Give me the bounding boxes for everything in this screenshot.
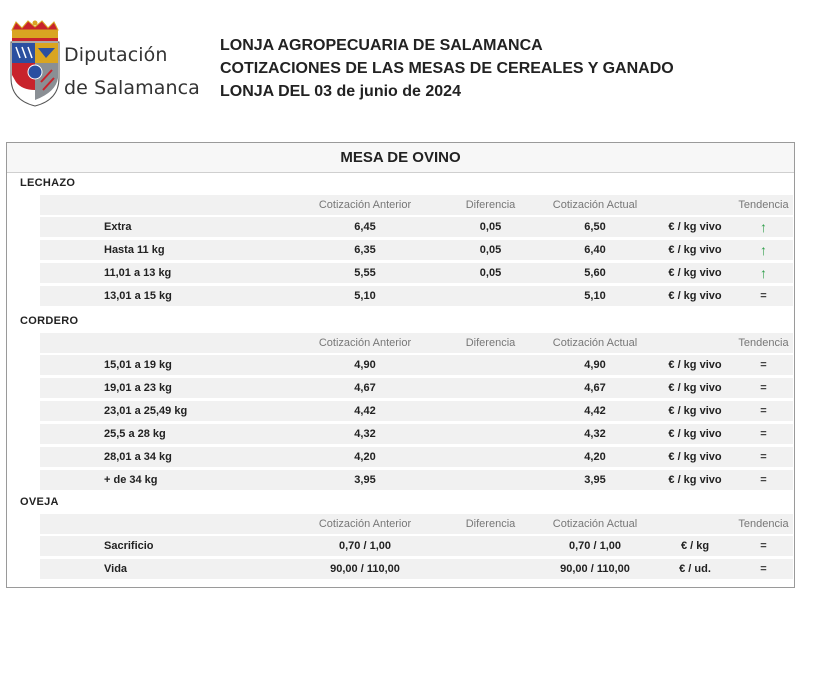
row-label: 23,01 a 25,49 kg [104, 405, 188, 417]
cotizacion-actual: 4,32 [584, 428, 606, 440]
table-row [40, 378, 793, 398]
unidad: € / kg vivo [668, 382, 722, 394]
row-label: 19,01 a 23 kg [104, 382, 172, 394]
col-header-anterior: Cotización Anterior [318, 337, 412, 349]
trend-equal-icon: = [760, 290, 767, 302]
unidad: € / kg vivo [668, 474, 722, 486]
col-header-actual: Cotización Actual [552, 199, 638, 211]
col-header-actual: Cotización Actual [552, 518, 638, 530]
trend-equal-icon: = [760, 540, 767, 552]
cotizacion-actual: 4,67 [584, 382, 606, 394]
trend-equal-icon: = [760, 405, 767, 417]
cotizacion-anterior: 6,35 [354, 244, 376, 256]
row-label: + de 34 kg [104, 474, 158, 486]
unidad: € / kg vivo [668, 405, 722, 417]
column-header-row [40, 195, 793, 215]
unidad: € / kg vivo [668, 451, 722, 463]
col-header-diferencia: Diferencia [465, 337, 516, 349]
section-label-lechazo: LECHAZO [20, 177, 76, 189]
cotizacion-actual: 5,10 [584, 290, 606, 302]
column-header-row [40, 333, 793, 353]
cotizacion-actual: 5,60 [584, 267, 606, 279]
col-header-diferencia: Diferencia [465, 518, 516, 530]
table-row [40, 447, 793, 467]
header-line2: COTIZACIONES DE LAS MESAS DE CEREALES Y GANADO [220, 60, 674, 77]
col-header-tendencia: Tendencia [738, 199, 789, 211]
cotizacion-anterior: 0,70 / 1,00 [339, 540, 391, 552]
logo-text-line2: de Salamanca [64, 77, 200, 99]
col-header-tendencia: Tendencia [738, 518, 789, 530]
cotizacion-actual: 4,42 [584, 405, 606, 417]
row-label: 15,01 a 19 kg [104, 359, 172, 371]
col-header-anterior: Cotización Anterior [318, 518, 412, 530]
unidad: € / kg vivo [668, 221, 722, 233]
table-row [40, 286, 793, 306]
cotizacion-actual: 6,50 [584, 221, 606, 233]
row-label: 28,01 a 34 kg [104, 451, 172, 463]
cotizacion-anterior: 4,90 [354, 359, 376, 371]
diputacion-logo [8, 20, 200, 112]
cotizacion-anterior: 6,45 [354, 221, 376, 233]
table-row [40, 355, 793, 375]
col-header-actual: Cotización Actual [552, 337, 638, 349]
cotizacion-actual: 3,95 [584, 474, 606, 486]
cotizacion-anterior: 4,20 [354, 451, 376, 463]
trend-up-icon: ↑ [760, 242, 767, 258]
unidad: € / kg vivo [668, 428, 722, 440]
col-header-anterior: Cotización Anterior [318, 199, 412, 211]
table-row [40, 401, 793, 421]
logo-text-line1: Diputación [64, 44, 168, 66]
diferencia: 0,05 [479, 221, 502, 233]
section-label-cordero: CORDERO [20, 315, 79, 327]
coat-of-arms-icon [8, 20, 62, 108]
cotizacion-anterior: 5,10 [354, 290, 376, 302]
cotizacion-anterior: 3,95 [354, 474, 376, 486]
unidad: € / ud. [679, 563, 711, 575]
trend-equal-icon: = [760, 428, 767, 440]
row-label: 25,5 a 28 kg [104, 428, 166, 440]
column-header-row [40, 514, 793, 534]
cotizacion-actual: 90,00 / 110,00 [560, 563, 630, 575]
row-label: 11,01 a 13 kg [104, 267, 172, 279]
trend-up-icon: ↑ [760, 219, 767, 235]
trend-equal-icon: = [760, 359, 767, 371]
cotizacion-anterior: 4,67 [354, 382, 376, 394]
table-row [40, 536, 793, 556]
cotizacion-anterior: 4,42 [354, 405, 376, 417]
cotizacion-actual: 4,20 [584, 451, 606, 463]
row-label: Sacrificio [104, 540, 154, 552]
document-header [220, 34, 674, 103]
col-header-tendencia: Tendencia [738, 337, 789, 349]
header-line1: LONJA AGROPECUARIA DE SALAMANCA [220, 37, 543, 54]
col-header-diferencia: Diferencia [465, 199, 516, 211]
trend-equal-icon: = [760, 563, 767, 575]
cotizacion-actual: 4,90 [584, 359, 606, 371]
cotizacion-actual: 6,40 [584, 244, 606, 256]
unidad: € / kg vivo [668, 244, 722, 256]
header-line3: LONJA DEL 03 de junio de 2024 [220, 83, 461, 100]
cotizacion-anterior: 90,00 / 110,00 [330, 563, 400, 575]
cotizacion-anterior: 4,32 [354, 428, 376, 440]
table-title: MESA DE OVINO [7, 143, 794, 173]
section-label-oveja: OVEJA [20, 496, 59, 508]
unidad: € / kg vivo [668, 267, 722, 279]
diferencia: 0,05 [479, 244, 502, 256]
table-row [40, 217, 793, 237]
cotizacion-anterior: 5,55 [354, 267, 376, 279]
table-row [40, 470, 793, 490]
diferencia: 0,05 [479, 267, 502, 279]
table-row [40, 263, 793, 283]
row-label: Hasta 11 kg [104, 244, 165, 256]
unidad: € / kg [680, 540, 710, 552]
trend-equal-icon: = [760, 451, 767, 463]
trend-up-icon: ↑ [760, 265, 767, 281]
mesa-de-ovino-table [6, 142, 795, 588]
trend-equal-icon: = [760, 382, 767, 394]
row-label: Vida [104, 563, 128, 575]
row-label: Extra [104, 221, 132, 233]
unidad: € / kg vivo [668, 290, 722, 302]
table-row [40, 424, 793, 444]
unidad: € / kg vivo [668, 359, 722, 371]
table-row [40, 240, 793, 260]
cotizacion-actual: 0,70 / 1,00 [569, 540, 621, 552]
row-label: 13,01 a 15 kg [104, 290, 172, 302]
trend-equal-icon: = [760, 474, 767, 486]
table-row [40, 559, 793, 579]
